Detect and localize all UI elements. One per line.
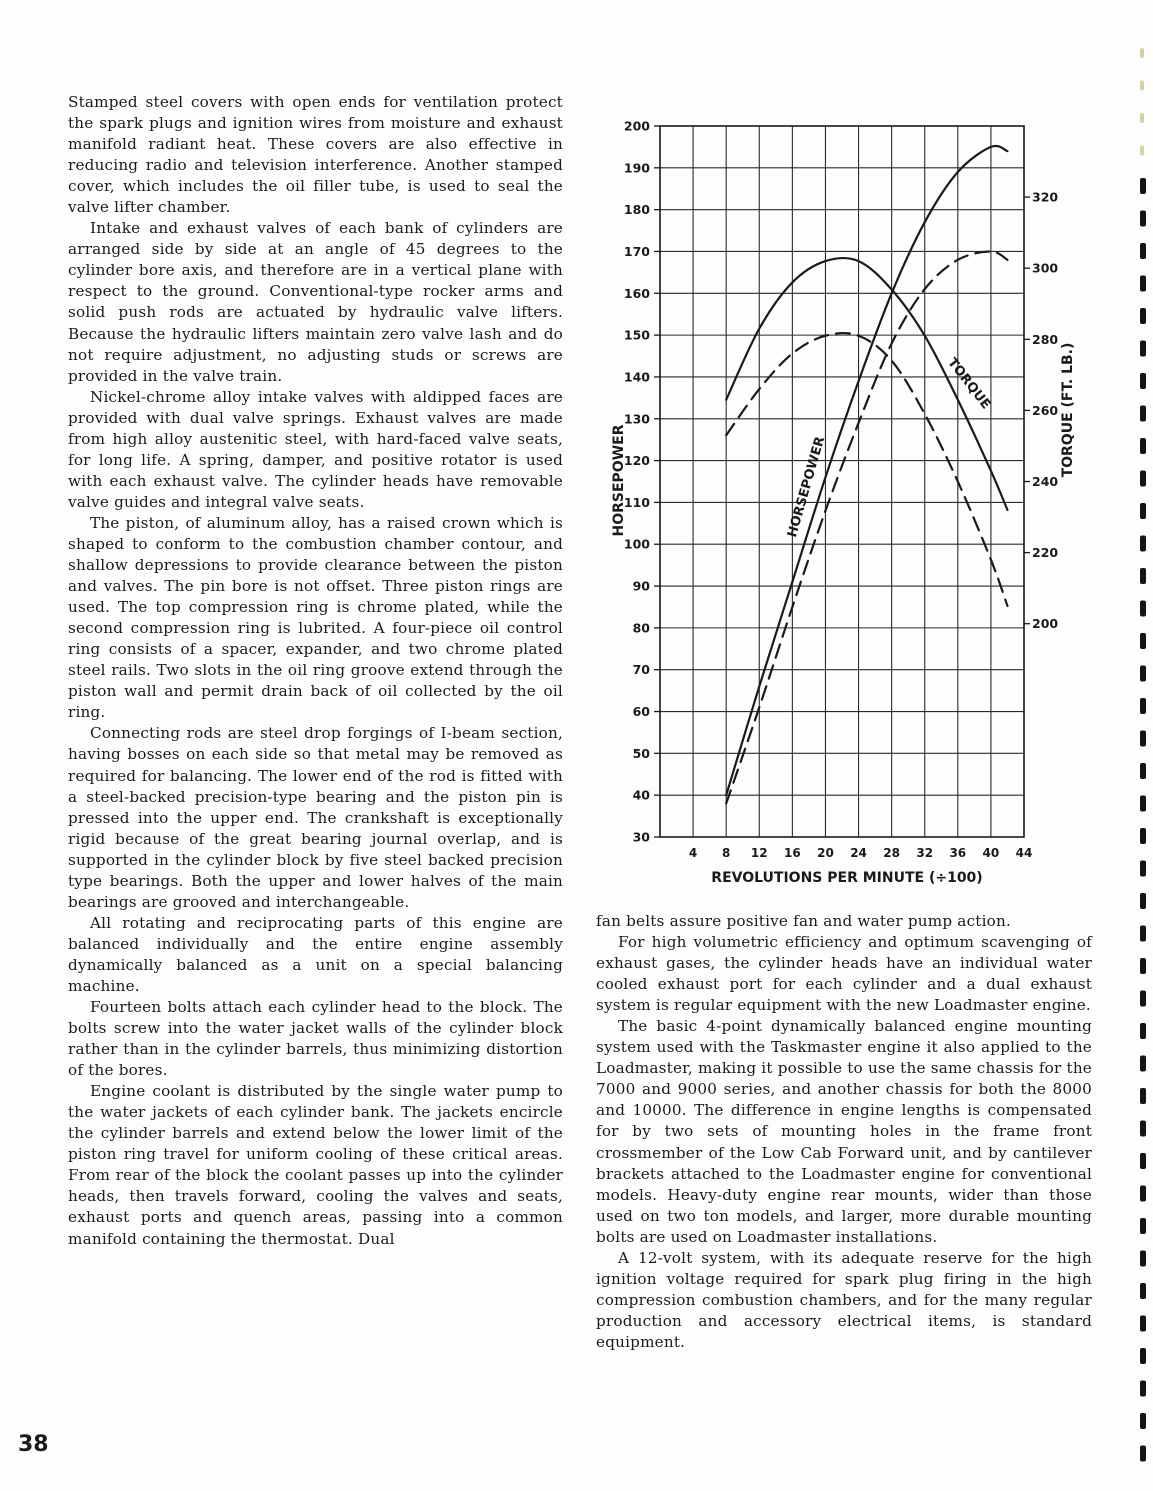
- binding-hole: [1140, 958, 1146, 974]
- binding-hole: [1140, 1413, 1146, 1429]
- right-text-column: [596, 911, 1092, 1353]
- binding-hole: [1140, 1153, 1146, 1169]
- x-tick-label: 16: [784, 846, 801, 860]
- binding-hole: [1140, 471, 1146, 487]
- x-tick-label: 40: [982, 846, 1000, 860]
- binding-hole: [1140, 178, 1146, 194]
- chart-svg: [600, 110, 1080, 900]
- curve-label-torque: TORQUE: [944, 355, 994, 413]
- binding-hole: [1140, 1316, 1146, 1332]
- binding-hole: [1140, 731, 1146, 747]
- y-left-tick-label: 190: [623, 160, 650, 176]
- binding-hole: [1140, 633, 1146, 649]
- y-left-tick-label: 70: [632, 662, 650, 678]
- y-left-tick-label: 90: [632, 578, 650, 594]
- y-right-tick-label: 240: [1032, 474, 1059, 489]
- binding-hole: [1140, 1381, 1146, 1397]
- binding-hole: [1140, 406, 1146, 422]
- binding-hole: [1140, 113, 1144, 123]
- paragraph: A 12-volt system, with its adequate reserve for the high ignition voltage required for spark plug firing in the high compression combustion chambers, and for the many regular production and accessory electrical items, is standard equipment.: [596, 1248, 1092, 1351]
- binding-hole: [1140, 601, 1146, 617]
- paragraph: The basic 4-point dynamically balanced engine mounting system used with the Taskmaster engine it also applied to the Loadmaster, making it possible to use the same chassis for the 7000 and 9000 series, and another chassis for both the 8000 and 10000. The difference in engine lengths is compensated for by two sets of mounting holes in the frame front crossmember of the Low Cab Forward unit, and by cantilever brackets attached to the Loadmaster engine for conventional models. Heavy-duty engine rear mounts, wider than those used on two ton models, and larger, more durable mounting bolts are used on Loadmaster installations.: [596, 1017, 1092, 1246]
- binding-hole: [1140, 991, 1146, 1007]
- binding-hole: [1140, 1186, 1146, 1202]
- y-left-tick-label: 150: [623, 327, 650, 343]
- binding-hole: [1140, 1348, 1146, 1364]
- y-left-tick-label: 110: [623, 494, 650, 510]
- binding-hole: [1140, 243, 1146, 259]
- paragraph: For high volumetric efficiency and optimum scavenging of exhaust gases, the cylinder heads have an individual water cooled exhaust port for each cylinder and a dual exhaust system is regular equipment with the new Loadmaster engine.: [596, 933, 1092, 1015]
- y-left-tick-label: 200: [623, 118, 650, 134]
- binding-hole: [1140, 1121, 1146, 1137]
- binding-hole: [1140, 308, 1146, 324]
- y-right-axis-title: TORQUE (FT. LB.): [1060, 342, 1076, 478]
- paragraph: fan belts assure positive fan and water pump action.: [596, 912, 1011, 930]
- binding-hole: [1140, 1218, 1146, 1234]
- y-left-tick-label: 130: [623, 411, 650, 427]
- y-left-tick-label: 160: [623, 285, 650, 301]
- series-line-horsepower: [726, 146, 1007, 795]
- binding-hole: [1140, 926, 1146, 942]
- paragraph: Intake and exhaust valves of each bank of cylinders are arranged side by side at an angle of 45 degrees to the cylinder bore axis, and therefore are in a vertical plane with respect to the ground. Conventional-type rocker arms and solid push rods are actuated by hydraulic valve lifters. Because the hydraulic lifters maintain zero valve lash and do not require adjustment, no adjusting studs or screws are provided in the valve train.: [68, 219, 563, 385]
- binding-hole: [1140, 893, 1146, 909]
- y-right-tick-label: 300: [1032, 260, 1059, 276]
- paragraph: Connecting rods are steel drop forgings of I-beam section, having bosses on each side so that metal may be removed as required for balancing. The lower end of the rod is fitted with a steel-backed precision-type bearing and the piston pin is pressed into the upper end. The crankshaft is exceptionally rigid because of the great bearing journal overlap, and is supported in the cylinder block by five steel backed precision type bearings. Both the upper and lower halves of the main bearings are grooved and interchangeable.: [68, 724, 563, 911]
- binding-hole: [1140, 503, 1146, 519]
- y-left-axis-title: HORSEPOWER: [611, 424, 627, 537]
- y-left-tick-label: 140: [623, 369, 650, 385]
- y-left-tick-label: 180: [623, 202, 650, 218]
- y-left-tick-label: 30: [632, 829, 650, 845]
- series-line-horsepower-dashed: [726, 251, 1007, 803]
- binding-hole: [1140, 373, 1146, 389]
- x-axis-title: REVOLUTIONS PER MINUTE (÷100): [711, 870, 983, 886]
- binding-hole: [1140, 666, 1146, 682]
- y-left-tick-label: 100: [623, 536, 650, 552]
- y-left-tick-label: 40: [632, 787, 650, 803]
- paragraph: Stamped steel covers with open ends for ventilation protect the spark plugs and ignition wires from moisture and exhaust manifold radiant heat. These covers are also effective in reducing radio and television interference. Another stamped cover, which includes the oil filler tube, is used to seal the valve lifter chamber.: [68, 93, 563, 217]
- x-tick-label: 8: [722, 846, 731, 860]
- binding-hole: [1140, 1023, 1146, 1039]
- binding-hole: [1140, 146, 1144, 156]
- binding-hole: [1140, 1056, 1146, 1072]
- binding-hole: [1140, 341, 1146, 357]
- y-right-tick-label: 320: [1032, 189, 1059, 205]
- y-left-tick-label: 170: [623, 243, 650, 259]
- paragraph: The piston, of aluminum alloy, has a raised crown which is shaped to conform to the combustion chamber contour, and shallow depressions to provide clearance between the piston and valves. The pin bore is not offset. Three piston rings are used. The top compression ring is chrome plated, while the second compression ring is lubrited. A four-piece oil control ring consists of a spacer, expander, and two chrome plated steel rails. Two slots in the oil ring groove extend through the piston wall and permit drain back of oil collected by the oil ring.: [68, 513, 563, 722]
- x-tick-label: 24: [850, 846, 867, 860]
- binding-hole: [1140, 763, 1146, 779]
- binding-hole: [1140, 1446, 1146, 1462]
- y-left-tick-label: 50: [632, 745, 650, 761]
- binding-hole: [1140, 211, 1146, 227]
- curve-label-horsepower: HORSEPOWER: [785, 434, 829, 540]
- binding-hole: [1140, 828, 1146, 844]
- paragraph: All rotating and reciprocating parts of this engine are balanced individually and the entire engine assembly dynamically balanced as a unit on a special balancing machine.: [68, 913, 563, 995]
- binding-hole: [1140, 1251, 1146, 1267]
- x-tick-label: 36: [949, 846, 967, 860]
- x-tick-label: 12: [750, 846, 768, 860]
- y-left-tick-label: 80: [632, 620, 650, 636]
- paragraph: Nickel-chrome alloy intake valves with aldipped faces are provided with dual valve springs. Exhaust valves are made from high alloy austenitic steel, with hard-faced valve seats, for long life. A spring, damper, and positive rotator is used with each exhaust valve. The cylinder heads have removable valve guides and integral valve seats.: [68, 387, 563, 511]
- binding-hole: [1140, 568, 1146, 584]
- left-text-column: [68, 92, 563, 1250]
- y-left-tick-label: 120: [623, 453, 650, 469]
- paragraph: Engine coolant is distributed by the single water pump to the water jackets of each cylinder bank. The jackets encircle the cylinder barrels and extend below the lower limit of the piston ring travel for uniform cooling of these critical areas. From rear of the block the coolant passes up into the cylinder heads, then travels forward, cooling the valves and seats, exhaust ports and quench areas, passing into a common manifold containing the thermostat. Dual: [68, 1082, 563, 1248]
- binding-hole: [1140, 536, 1146, 552]
- spiral-binding: [1136, 0, 1153, 1491]
- paragraph: Fourteen bolts attach each cylinder head to the block. The bolts screw into the water jacket walls of the cylinder block rather than in the cylinder barrels, thus minimizing distortion of the bores.: [68, 998, 563, 1080]
- engine-performance-chart: [600, 110, 1080, 900]
- x-tick-label: 32: [916, 846, 934, 860]
- y-right-tick-label: 280: [1032, 331, 1059, 347]
- y-right-tick-label: 220: [1032, 545, 1059, 561]
- binding-holes: [1136, 0, 1153, 1491]
- x-tick-label: 28: [883, 846, 900, 860]
- binding-hole: [1140, 796, 1146, 812]
- binding-hole: [1140, 1283, 1146, 1299]
- binding-hole: [1140, 698, 1146, 714]
- binding-hole: [1140, 48, 1144, 58]
- y-right-tick-label: 260: [1032, 402, 1059, 418]
- y-right-tick-label: 200: [1032, 616, 1059, 632]
- y-left-tick-label: 60: [632, 704, 650, 720]
- x-tick-label: 20: [817, 846, 834, 860]
- x-tick-label: 4: [688, 846, 698, 860]
- plot-frame: [660, 126, 1024, 837]
- binding-hole: [1140, 276, 1146, 292]
- binding-hole: [1140, 81, 1144, 91]
- page-number: 38: [18, 1432, 49, 1457]
- x-tick-label: 44: [1015, 846, 1033, 860]
- binding-hole: [1140, 861, 1146, 877]
- binding-hole: [1140, 1088, 1146, 1104]
- binding-hole: [1140, 438, 1146, 454]
